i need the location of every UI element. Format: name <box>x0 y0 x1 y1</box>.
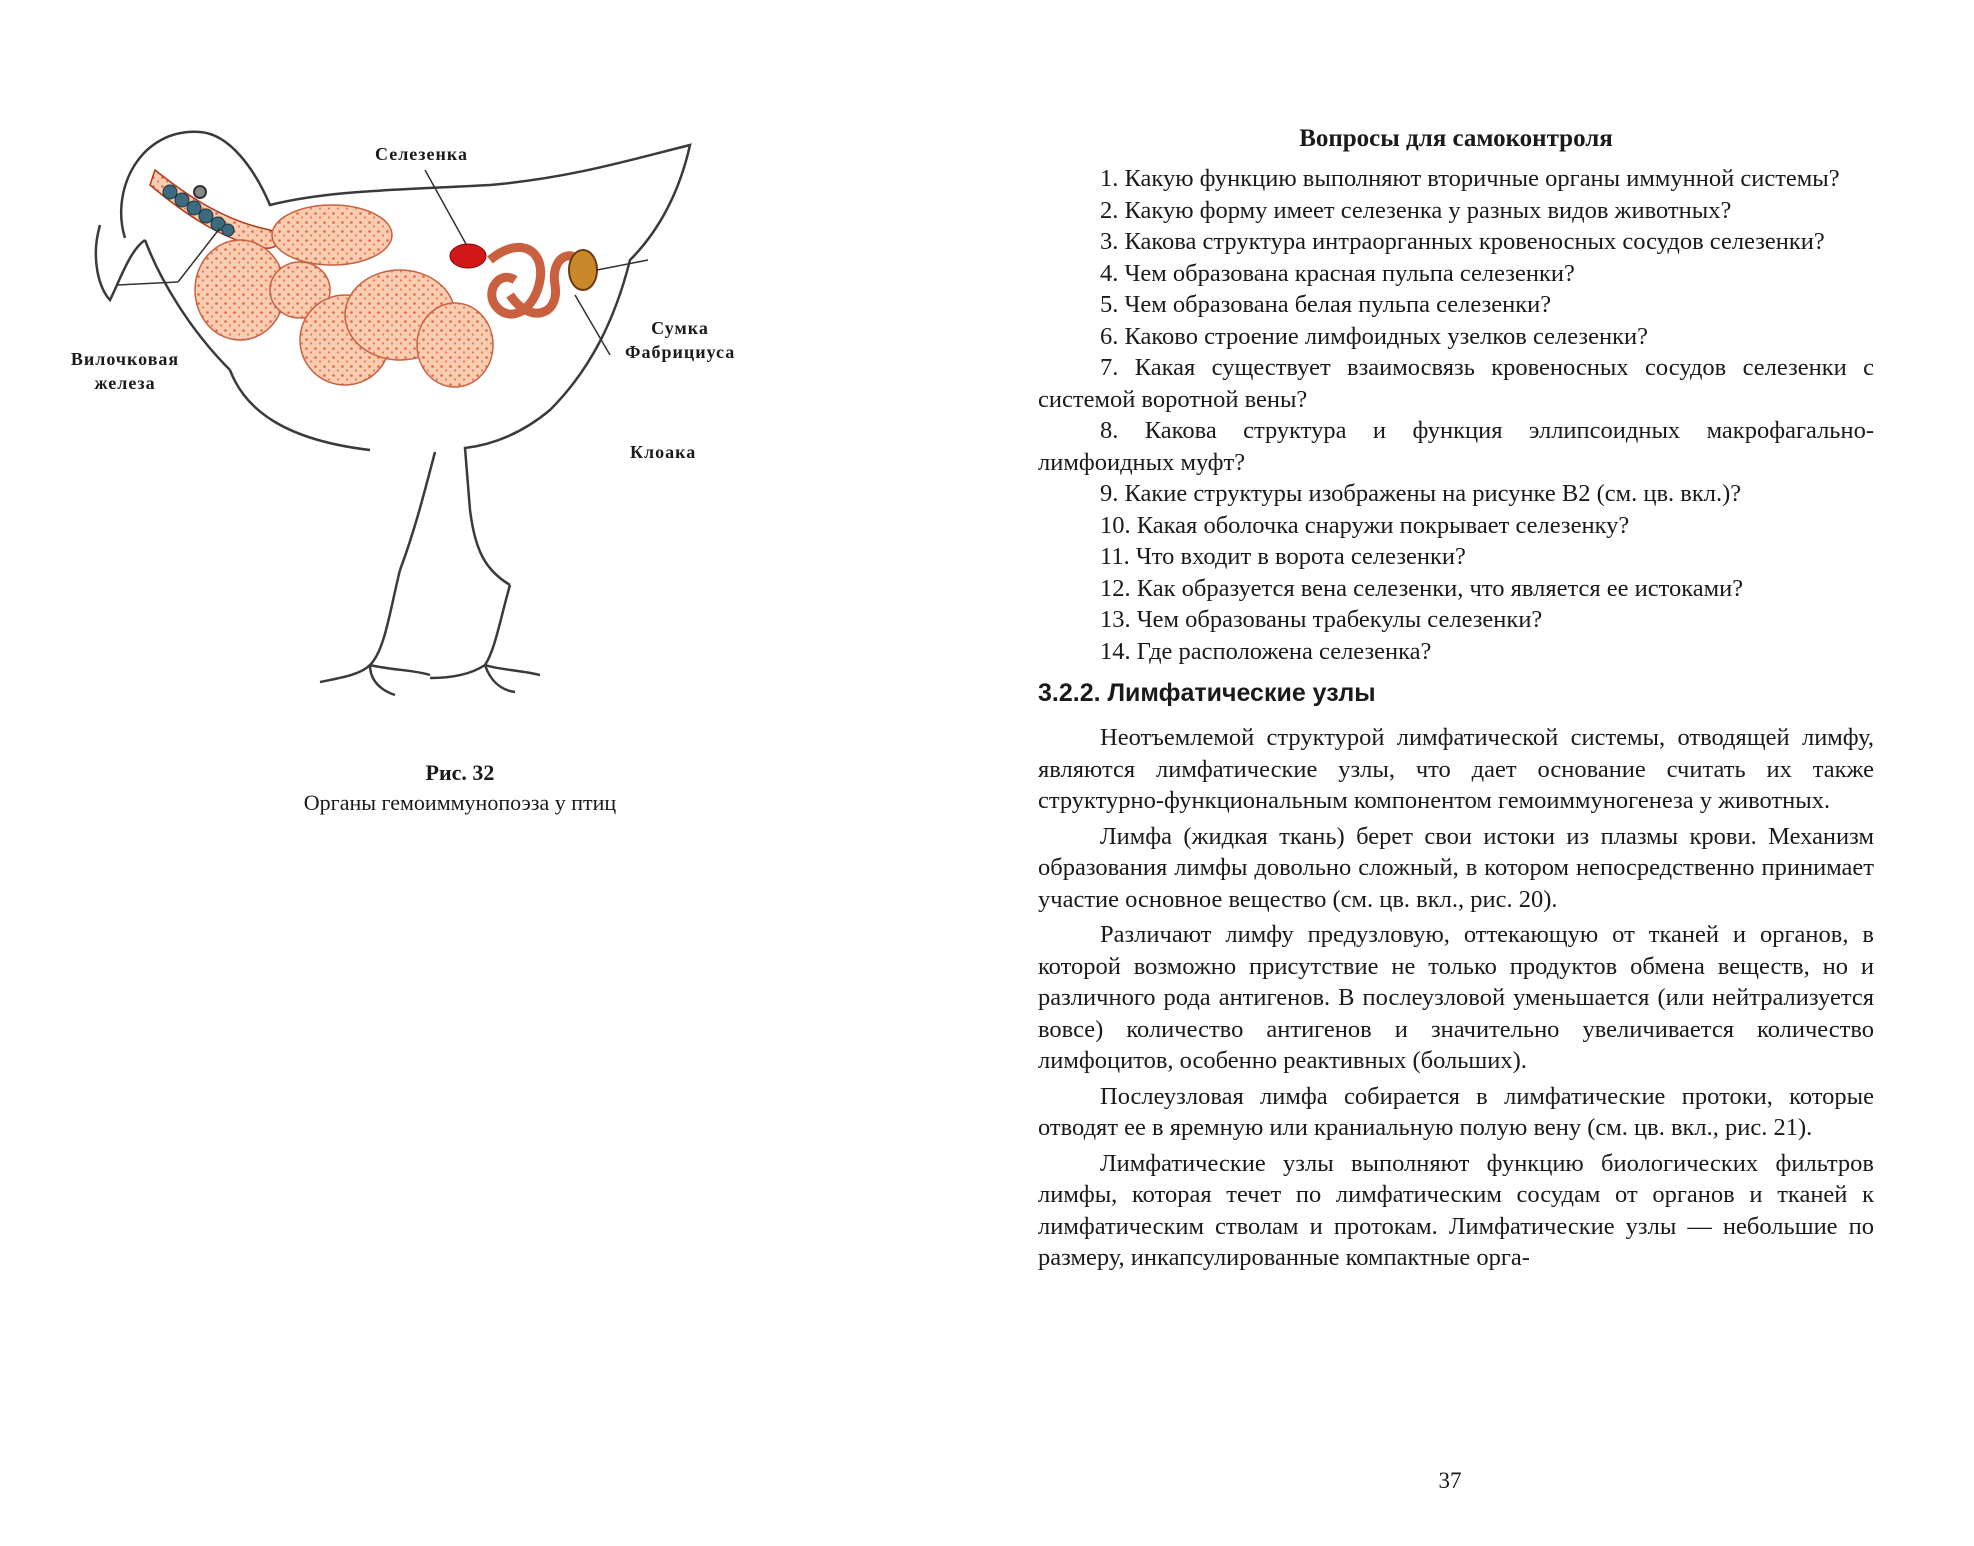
question-item: 8. Какова структура и функция эллипсоидных макрофагально-лимфоидных муфт? <box>1038 417 1874 476</box>
label-cloaca: Клоака <box>630 442 697 462</box>
section-paragraph: Неотъемлемой структурой лимфатической системы, отводящей лимфу, являются лимфатические узлы, что дает основание считать их также структурно-функциональным компонентом гемоиммуногенеза у животных. <box>1038 724 1874 814</box>
section-paragraph: Лимфа (жидкая ткань) берет свои истоки из плазмы крови. Механизм образования лимфы довольно сложный, в котором непосредственно принимает участие основное вещество (см. цв. вкл., рис. 20). <box>1038 822 1874 913</box>
question-item: 1. Какую функцию выполняют вторичные органы иммунной системы? <box>1100 165 1840 192</box>
question-item: 3. Какова структура интраорганных кровеносных сосудов селезенки? <box>1100 228 1825 255</box>
question-item: 14. Где расположена селезенка? <box>1100 637 1432 665</box>
question-item: 12. Как образуется вена селезенки, что является ее истоками? <box>1100 574 1744 602</box>
label-bursa-line2: Фабрициуса <box>625 342 736 362</box>
question-item: 11. Что входит в ворота селезенки? <box>1100 543 1466 570</box>
question-item: 13. Чем образованы трабекулы селезенки? <box>1100 606 1543 633</box>
bursa-of-fabricius <box>569 250 597 290</box>
label-bursa-line1: Сумка <box>651 318 709 338</box>
bird-illustration <box>70 130 950 770</box>
section-paragraph: Лимфатические узлы выполняют функцию биологических фильтров лимфы, которая течет по лимфатическим сосудам от органов и тканей к лимфатическим стволам и протокам. Лимфатические узлы — небольшие по размеру, инкапсулированные компактные орга- <box>1038 1149 1874 1271</box>
label-spleen: Селезенка <box>375 144 468 164</box>
questions-title: Вопросы для самоконтроля <box>1299 125 1613 152</box>
section-heading: 3.2.2. Лимфатические узлы <box>1038 679 1376 707</box>
bird-organs-figure <box>70 130 950 770</box>
figure-caption-text: Органы гемоиммунопоэза у птиц <box>303 790 617 815</box>
question-item: 5. Чем образована белая пульпа селезенки? <box>1100 291 1552 318</box>
bird-beak <box>96 225 145 300</box>
question-item: 2. Какую форму имеет селезенка у разных видов животных? <box>1100 196 1732 224</box>
question-item: 9. Какие структуры изображены на рисунке В2 (см. цв. вкл.)? <box>1100 480 1742 507</box>
section-paragraph: Различают лимфу предузловую, оттекающую от тканей и органов, в которой возможно присутствие не только продуктов обмена веществ, но и различного рода антигенов. В послеузловой уменьшается (или нейтрализуется вовсе) количество антигенов и значительно увеличивается количество лимфоцитов, особенно реактивных (больших). <box>1038 921 1874 1074</box>
question-item: 6. Каково строение лимфоидных узелков селезенки? <box>1100 322 1648 350</box>
bird-eye <box>194 186 206 198</box>
section-paragraph: Послеузловая лимфа собирается в лимфатические протоки, которые отводят ее в яремную или краниальную полую вену (см. цв. вкл., рис. 21). <box>1038 1082 1874 1141</box>
label-thymus <box>70 347 180 395</box>
question-item: 4. Чем образована красная пульпа селезенки? <box>1100 259 1575 287</box>
bird-legs <box>320 570 540 695</box>
spleen <box>450 244 486 268</box>
question-item: 10. Какая оболочка снаружи покрывает селезенку? <box>1100 511 1630 539</box>
text-column <box>1038 125 1874 1278</box>
label-thymus-line1: Вилочковая <box>70 349 180 369</box>
question-item: 7. Какая существует взаимосвязь кровеносных сосудов селезенки с системой воротной вены? <box>1038 354 1874 413</box>
figure-caption-number: Рис. 32 <box>425 760 495 785</box>
label-thymus-line2: железа <box>94 373 156 393</box>
page-number: 37 <box>1438 1468 1462 1493</box>
label-bursa <box>625 316 735 364</box>
